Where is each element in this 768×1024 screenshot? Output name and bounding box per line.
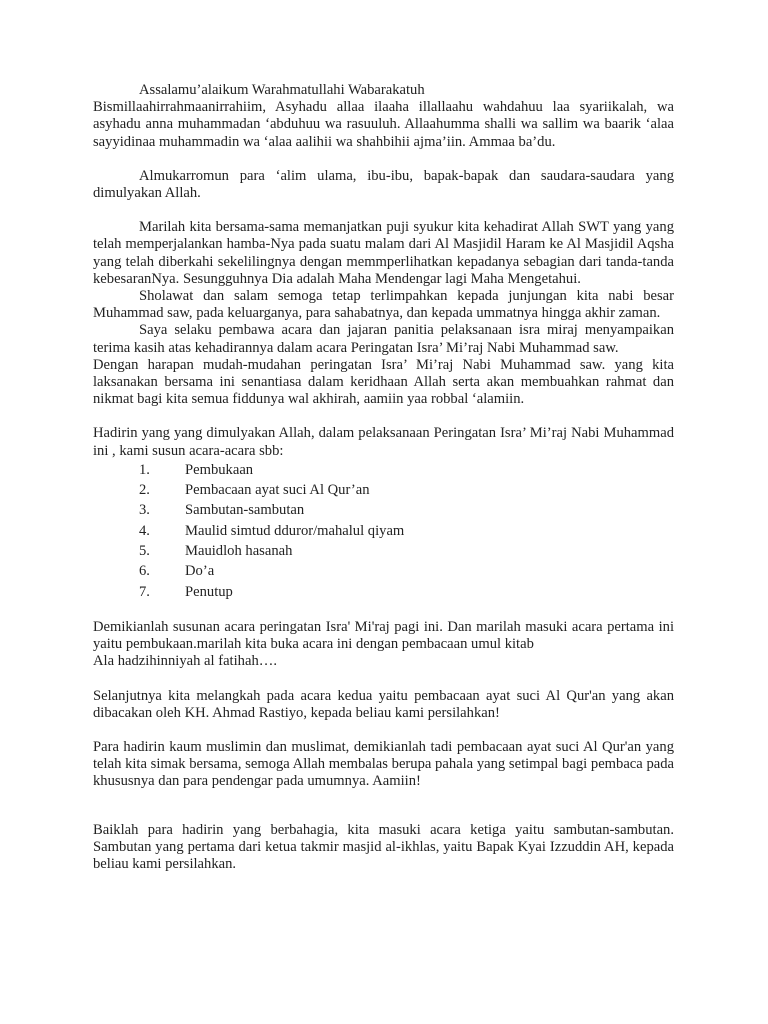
agenda-text: Sambutan-sambutan — [185, 502, 305, 519]
thanks-paragraph: Saya selaku pembawa acara dan jajaran panitia pelaksanaan isra miraj menyampaikan terima kasih atas kehadirannya dalam acara Peringatan Isra’ Mi’raj Nabi Muhammad saw. — [93, 322, 674, 356]
agenda-text: Do’a — [185, 563, 215, 580]
spacer — [93, 671, 674, 688]
next-quran-paragraph: Selanjutnya kita melangkah pada acara kedua yaitu pembacaan ayat suci Al Qur'an yang akan dibacakan oleh KH. Ahmad Rastiyo, kepada beliau kami persilahkan! — [93, 687, 674, 721]
agenda-item — [93, 480, 674, 500]
agenda-item — [93, 521, 674, 541]
agenda-number: 4. — [139, 522, 150, 539]
spacer — [93, 151, 674, 168]
agenda-text: Pembacaan ayat suci Al Qur’an — [185, 482, 370, 499]
agenda-item — [93, 500, 674, 520]
spacer — [93, 602, 674, 619]
spacer — [93, 202, 674, 219]
sholawat-paragraph: Sholawat dan salam semoga tetap terlimpahkan kepada junjungan kita nabi besar Muhammad saw, pada keluarganya, para sahabatnya, dan kepada ummatnya hingga akhir zaman. — [93, 288, 674, 322]
spacer — [93, 722, 674, 739]
opening-paragraph: Bismillaahirrahmaanirrahiim, Asyhadu allaa ilaaha illallaahu wahdahuu laa syariikalah, wa asyhadu anna muhammadan ‘abduhuu wa rasuuluh. Allaahumma shalli wa sallim wa baarik ‘alaa sayyidinaa muhammadin wa ‘alaa aalihii wa shahbihii ajma’iin. Ammaa ba’du. — [93, 99, 674, 150]
spacer — [93, 408, 674, 425]
agenda-number: 5. — [139, 543, 150, 560]
agenda-item — [93, 561, 674, 581]
agenda-number: 6. — [139, 563, 150, 580]
agenda-number: 7. — [139, 583, 150, 600]
agenda-text: Pembukaan — [185, 461, 254, 478]
agenda-text: Maulid simtud dduror/mahalul qiyam — [185, 522, 405, 539]
agenda-number: 3. — [139, 502, 150, 519]
spacer — [93, 791, 674, 822]
agenda-list — [93, 460, 674, 602]
greeting: Assalamu’alaikum Warahmatullahi Wabarakatuh — [139, 82, 425, 98]
address-paragraph: Almukarromun para ‘alim ulama, ibu-ibu, bapak-bapak dan saudara-saudara yang dimulyakan Allah. — [93, 167, 674, 202]
agenda-item — [93, 460, 674, 480]
agenda-number: 1. — [139, 461, 150, 478]
hope-paragraph: Dengan harapan mudah-mudahan peringatan Isra’ Mi’raj Nabi Muhammad saw. yang kita laksanakan bersama ini senantiasa dalam keridhaan Allah serta akan membuahkan rahmat dan nikmat bagi kita semua fiddunya wal akhirah, aamiin yaa robbal ‘alamiin. — [93, 356, 674, 408]
fatihah-line: Ala hadzihinniyah al fatihah…. — [93, 653, 277, 670]
agenda-text: Penutup — [185, 583, 233, 600]
agenda-item — [93, 582, 674, 602]
after-quran-paragraph: Para hadirin kaum muslimin dan muslimat, demikianlah tadi pembacaan ayat suci Al Qur'an yang telah kita simak bersama, semoga Allah membalas berupa pahala yang setimpal bagi pembaca pada khususnya dan para pendengar pada umumnya. Aamiin! — [93, 738, 674, 790]
agenda-intro: Hadirin yang yang dimulyakan Allah, dalam pelaksanaan Peringatan Isra’ Mi’raj Nabi Muhammad ini , kami susun acara-acara sbb: — [93, 425, 674, 459]
closing-agenda-paragraph: Demikianlah susunan acara peringatan Isra' Mi'raj pagi ini. Dan marilah masuki acara pertama ini yaitu pembukaan.marilah kita buka acara ini dengan pembacaan umul kitab — [93, 618, 674, 653]
agenda-item — [93, 541, 674, 561]
agenda-number: 2. — [139, 482, 150, 499]
agenda-text: Mauidloh hasanah — [185, 543, 293, 560]
gratitude-paragraph: Marilah kita bersama-sama memanjatkan puji syukur kita kehadirat Allah SWT yang yang telah memperjalankan hamba-Nya pada suatu malam dari Al Masjidil Haram ke Al Masjidil Aqsha yang telah diberkahi sekelilingnya dengan memmperlihatkan kepadanya sebagian dari tanda-tanda kebesaranNya. Sesungguhnya Dia adalah Maha Mendengar lagi Maha Mengetahui. — [93, 219, 674, 287]
sambutan-paragraph: Baiklah para hadirin yang berbahagia, kita masuki acara ketiga yaitu sambutan-sambutan. Sambutan yang pertama dari ketua takmir masjid al-ikhlas, yaitu Bapak Kyai Izzuddin AH, kepada beliau kami persilahkan. — [93, 821, 674, 872]
